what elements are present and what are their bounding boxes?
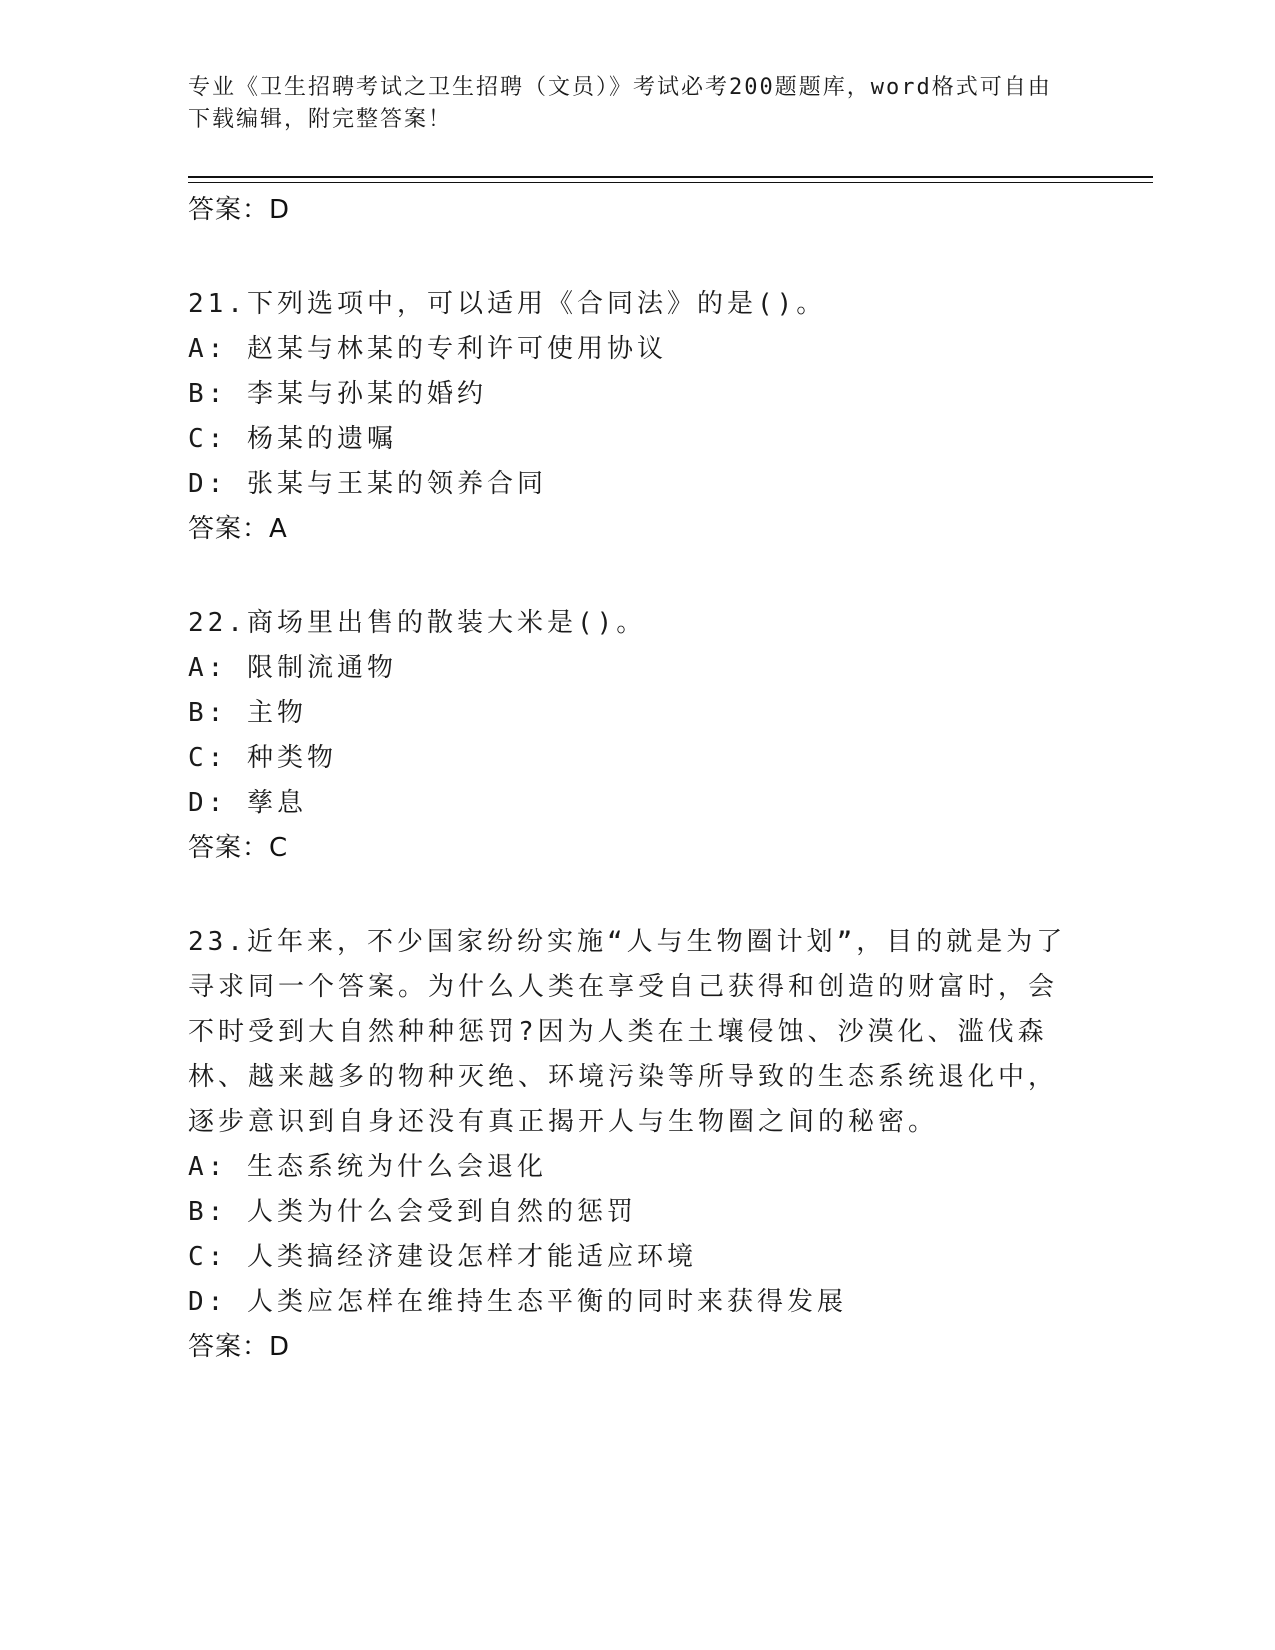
option-a: A: 赵某与林某的专利许可使用协议	[188, 334, 667, 364]
question-stem: 21.下列选项中，可以适用《合同法》的是()。	[188, 289, 827, 319]
option-b: B: 李某与孙某的婚约	[188, 379, 487, 409]
answer-label: 答案：	[188, 1332, 270, 1362]
answer-label: 答案：	[188, 833, 270, 863]
option-c: C: 人类搞经济建设怎样才能适应环境	[188, 1242, 697, 1272]
option-a: A: 限制流通物	[188, 653, 397, 683]
answer-value: C	[269, 833, 289, 863]
option-b: B: 主物	[188, 698, 307, 728]
answer-line	[188, 188, 1088, 232]
answer-label: 答案：	[188, 514, 270, 544]
header-rule-thick	[188, 176, 1153, 178]
question-block	[188, 920, 1088, 1369]
option-c: C: 杨某的遗嘱	[188, 424, 397, 454]
option-c: C: 种类物	[188, 743, 337, 773]
option-a: A: 生态系统为什么会退化	[188, 1152, 547, 1182]
question-stem: 22.商场里出售的散装大米是()。	[188, 608, 647, 638]
answer-label: 答案：	[188, 195, 270, 225]
answer-value: D	[269, 1332, 291, 1362]
document-header: 专业《卫生招聘考试之卫生招聘（文员）》考试必考200题题库，word格式可自由下载编辑，附完整答案！	[188, 75, 1052, 132]
option-b: B: 人类为什么会受到自然的惩罚	[188, 1197, 637, 1227]
question-stem: 23.近年来，不少国家纷纷实施“人与生物圈计划”，目的就是为了寻求同一个答案。为什么人类在享受自己获得和创造的财富时，会不时受到大自然种种惩罚?因为人类在土壤侵蚀、沙漠化、滥伐森林、越来越多的物种灭绝、环境污染等所导致的生态系统退化中，逐步意识到自身还没有真正揭开人与生物圈之间的秘密。	[188, 927, 1067, 1137]
question-list	[188, 188, 1088, 1369]
answer-value: A	[269, 514, 288, 544]
answer-value: D	[269, 195, 291, 225]
option-d: D: 张某与王某的领养合同	[188, 469, 547, 499]
answer-line	[188, 507, 1088, 551]
answer-line	[188, 1325, 1088, 1369]
header-rule-thin	[188, 182, 1153, 183]
option-d: D: 人类应怎样在维持生态平衡的同时来获得发展	[188, 1287, 847, 1317]
question-block	[188, 282, 1088, 551]
question-block	[188, 601, 1088, 870]
answer-line	[188, 826, 1088, 870]
option-d: D: 孳息	[188, 788, 307, 818]
